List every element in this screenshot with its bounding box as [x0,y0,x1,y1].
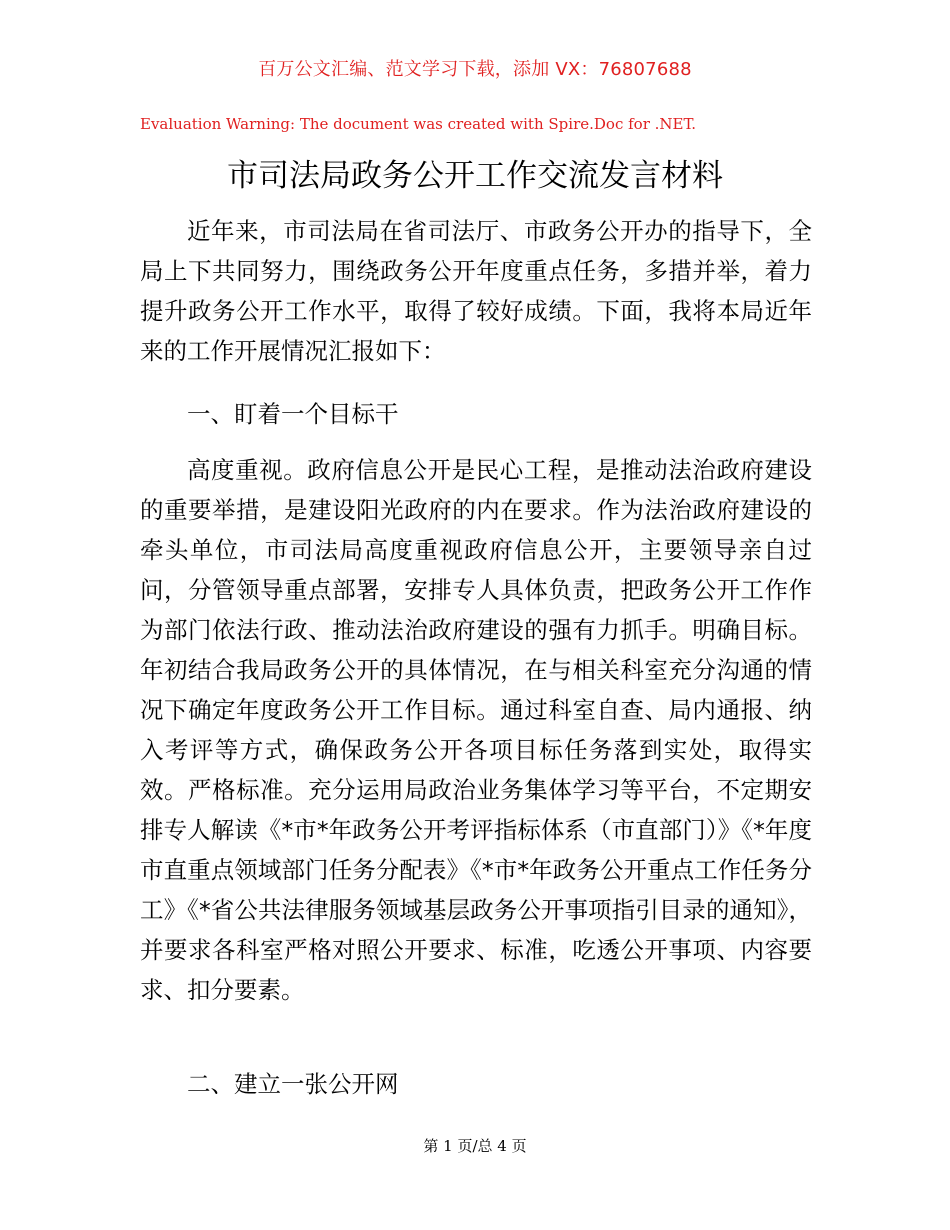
header-ad-banner: 百万公文汇编、范文学习下载，添加 VX：76807688 [258,59,692,80]
page-footer: 第 1 页/总 4 页 [423,1137,527,1155]
intro-paragraph: 近年来，市司法局在省司法厅、市政务公开办的指导下，全局上下共同努力，围绕政务公开年度重点任务，多措并举，着力提升政务公开工作水平，取得了较好成绩。下面，我将本局近年来的工作开展情况汇报如下： [140,217,812,365]
section-1-heading: 一、盯着一个目标干 [187,400,399,428]
section-1-paragraph: 高度重视。政府信息公开是民心工程，是推动法治政府建设的重要举措，是建设阳光政府的内在要求。作为法治政府建设的牵头单位，市司法局高度重视政府信息公开，主要领导亲自过问，分管领导重点部署，安排专人具体负责，把政务公开工作作为部门依法行政、推动法治政府建设的强有力抓手。明确目标。年初结合我局政务公开的具体情况，在与相关科室充分沟通的情况下确定年度政务公开工作目标。通过科室自查、局内通报、纳入考评等方式，确保政务公开各项目标任务落到实处，取得实效。严格标准。充分运用局政治业务集体学习等平台，不定期安排专人解读《*市*年政务公开考评指标体系（市直部门）》《*年度市直重点领域部门任务分配表》《*市*年政务公开重点工作任务分工》《*省公共法律服务领域基层政务公开事项指引目录的通知》，并要求各科室严格对照公开要求、标准，吃透公开事项、内容要求、扣分要素。 [140,456,812,1004]
section-2-heading: 二、建立一张公开网 [187,1070,399,1098]
evaluation-warning: Evaluation Warning: The document was created with Spire.Doc for .NET. [140,115,697,133]
document-title: 市司法局政务公开工作交流发言材料 [227,158,723,194]
